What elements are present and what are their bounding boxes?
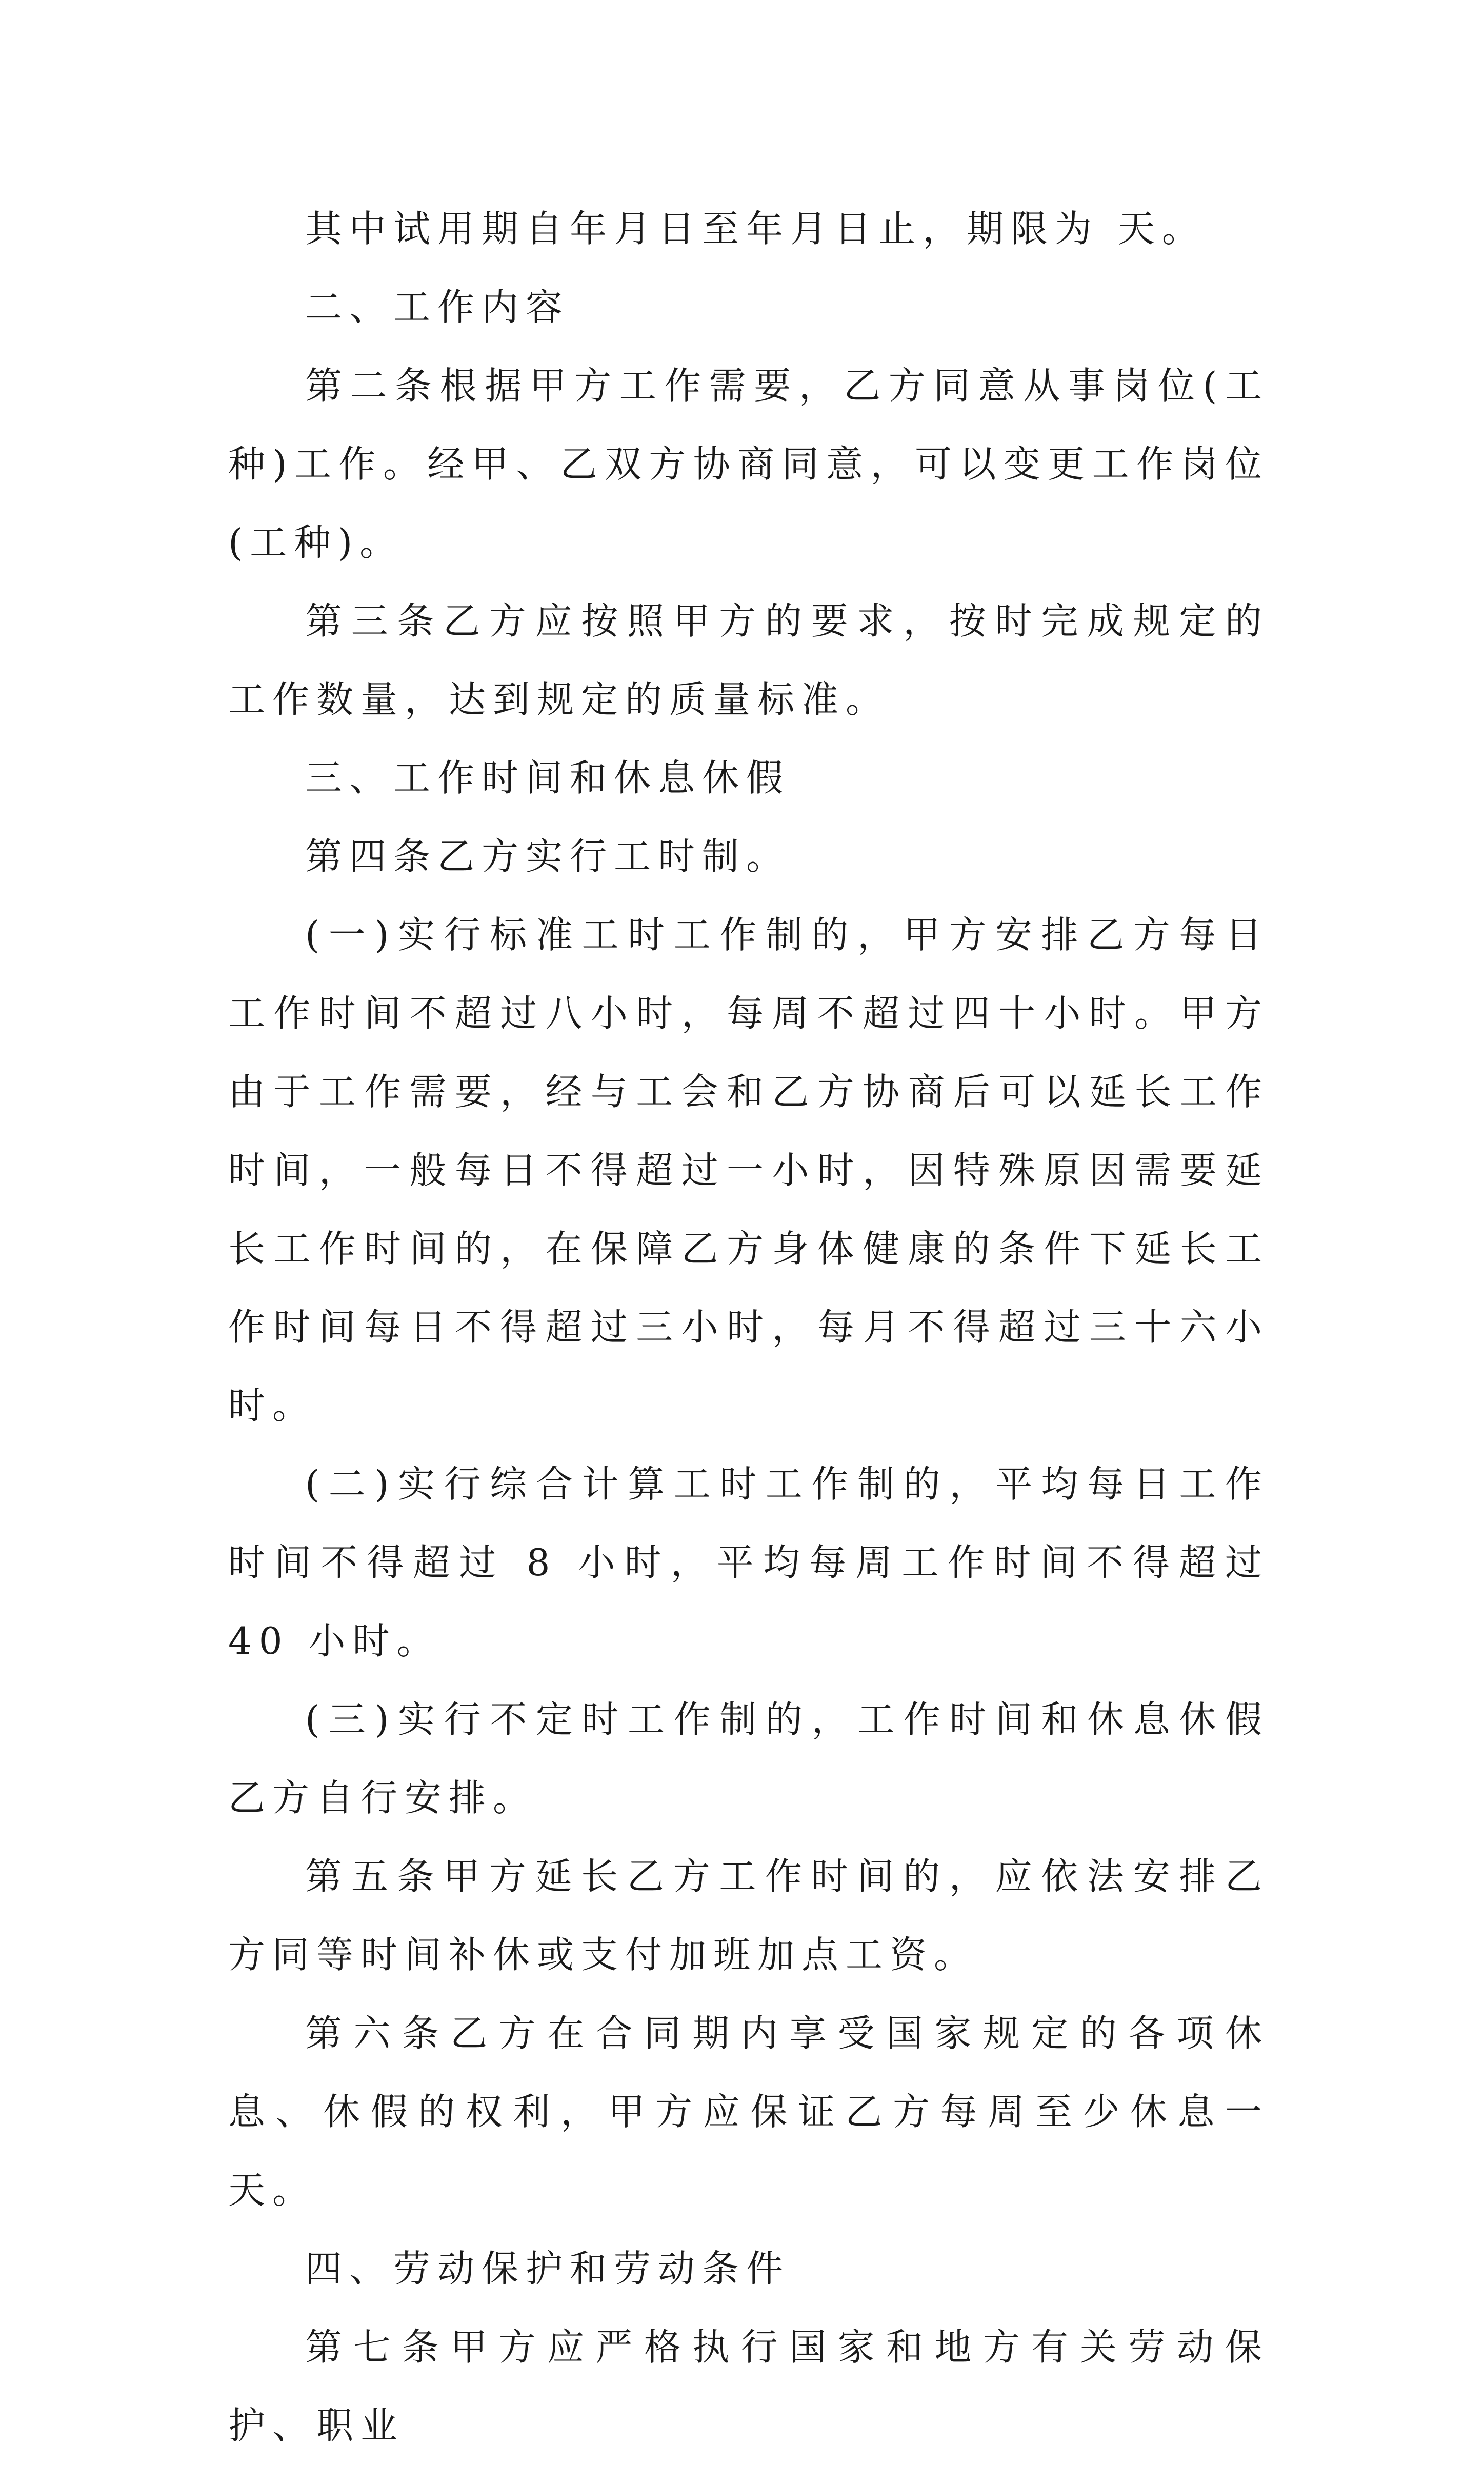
paragraph-comprehensive-hours: (二)实行综合计算工时工作制的，平均每日工作时间不得超过 8 小时，平均每周工作时间不得超过 40 小时。 [228,1462,1269,1662]
paragraph-article-2: 第二条根据甲方工作需要，乙方同意从事岗位(工种)工作。经甲、乙双方协商同意，可以变更工作岗位(工种)。 [228,364,1269,564]
paragraph-article-6: 第六条乙方在合同期内享受国家规定的各项休息、休假的权利，甲方应保证乙方每周至少休息一天。 [228,2012,1269,2212]
heading-work-content: 二、工作内容 [305,286,570,329]
paragraph-probation-period: 其中试用期自年月日至年月日止，期限为 天。 [305,207,1206,250]
paragraph-article-3: 第三条乙方应按照甲方的要求，按时完成规定的工作数量，达到规定的质量标准。 [228,599,1269,721]
paragraph-article-5: 第五条甲方延长乙方工作时间的，应依法安排乙方同等时间补休或支付加班加点工资。 [228,1855,1269,1976]
paragraph-article-4: 第四条乙方实行工时制。 [305,835,791,878]
heading-labor-protection: 四、劳动保护和劳动条件 [305,2247,791,2290]
paragraph-flexible-hours: (三)实行不定时工作制的，工作时间和休息休假乙方自行安排。 [228,1698,1269,1819]
paragraph-standard-hours: (一)实行标准工时工作制的，甲方安排乙方每日工作时间不超过八小时，每周不超过四十小时。甲方由于工作需要，经与工会和乙方协商后可以延长工作时间，一般每日不得超过一小时，因特殊原因需要延长工作时间的，在保障乙方身体健康的条件下延长工作时间每日不得超过三小时，每月不得超过三十六小时。 [228,913,1269,1427]
paragraph-article-7: 第七条甲方应严格执行国家和地方有关劳动保护、职业 [228,2326,1269,2447]
heading-working-hours: 三、工作时间和休息休假 [305,756,791,799]
document-body [228,190,1269,2465]
